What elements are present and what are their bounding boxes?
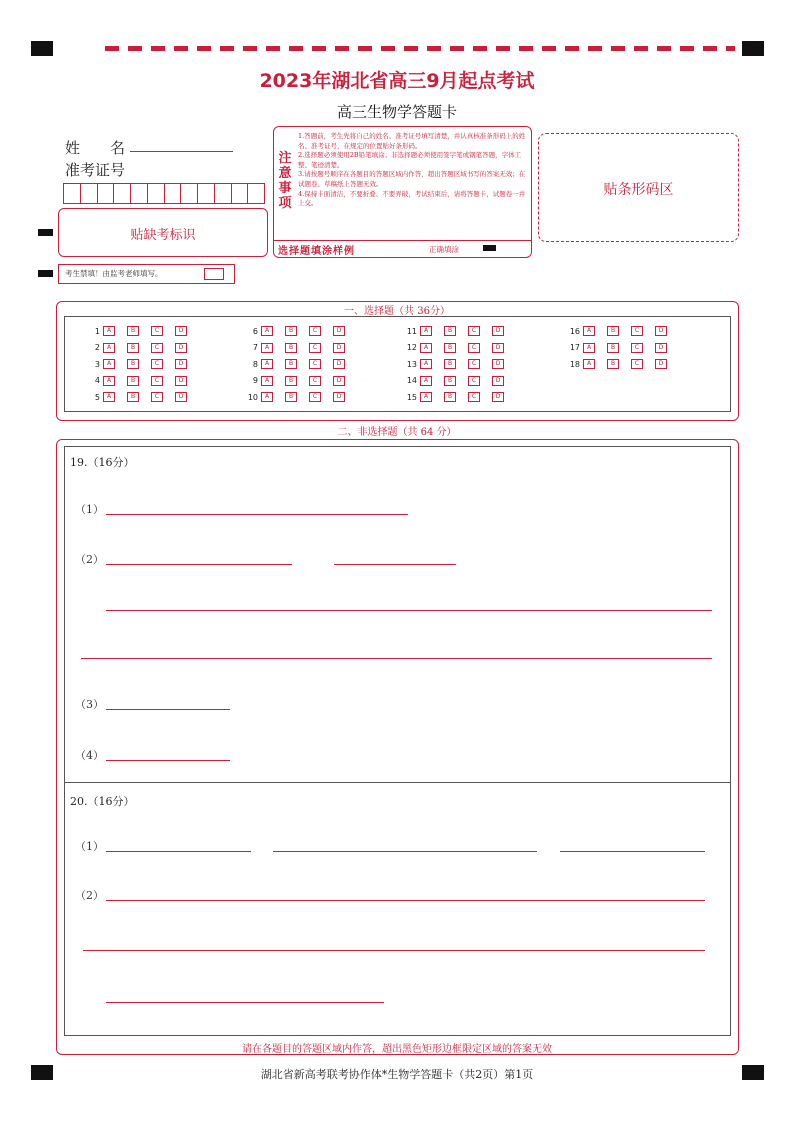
choice-bubble-b[interactable]: B <box>127 376 139 386</box>
choice-question-10 <box>246 392 357 402</box>
choice-question-18 <box>568 359 679 369</box>
choice-bubble-d[interactable]: D <box>175 359 187 369</box>
choice-question-number: 5 <box>94 392 100 402</box>
id-digit-boxes[interactable] <box>63 183 265 204</box>
choice-bubble-c[interactable]: C <box>309 392 321 402</box>
choice-bubble-c[interactable]: C <box>309 359 321 369</box>
correct-fill-sample <box>483 245 496 251</box>
timing-mark <box>38 229 53 236</box>
choice-bubble-b[interactable]: B <box>444 392 456 402</box>
choice-question-number: 16 <box>569 326 580 336</box>
absent-note: 考生禁填！由监考老师填写。 <box>65 269 163 278</box>
choice-question-14 <box>405 376 516 386</box>
id-label: 准考证号 <box>65 161 126 179</box>
q19-part-1-line[interactable] <box>106 514 408 515</box>
choice-bubble-a[interactable]: A <box>261 343 273 353</box>
barcode-label: 贴条形码区 <box>603 182 674 198</box>
choice-bubble-a[interactable]: A <box>103 392 115 402</box>
choice-question-5 <box>88 392 199 402</box>
choice-question-number: 4 <box>94 376 100 386</box>
choice-question-3 <box>88 359 199 369</box>
correct-fill-label: 正确填涂 <box>429 245 459 254</box>
choice-bubble-a[interactable]: A <box>103 359 115 369</box>
choice-bubble-a[interactable]: A <box>103 376 115 386</box>
absent-label: 贴缺考标识 <box>130 228 196 243</box>
choice-question-number: 15 <box>406 392 417 402</box>
choice-bubble-d[interactable]: D <box>333 326 345 336</box>
answer-area-warning: 请在各题目的答题区域内作答，超出黑色矩形边框限定区域的答案无效 <box>242 1044 552 1055</box>
choice-bubble-b[interactable]: B <box>444 359 456 369</box>
choice-bubble-c[interactable]: C <box>309 343 321 353</box>
choice-bubble-b[interactable]: B <box>444 326 456 336</box>
choice-question-15 <box>405 392 516 402</box>
choice-bubble-b[interactable]: B <box>285 343 297 353</box>
choice-question-7 <box>246 343 357 353</box>
notice-items <box>298 132 526 209</box>
choice-question-9 <box>246 376 357 386</box>
choice-bubble-a[interactable]: A <box>261 359 273 369</box>
choice-bubble-d[interactable]: D <box>655 343 667 353</box>
choice-bubble-b[interactable]: B <box>127 359 139 369</box>
choice-bubble-b[interactable]: B <box>285 359 297 369</box>
choice-bubble-c[interactable]: C <box>631 359 643 369</box>
notice-item: 2.选择题必须使用2B铅笔填涂；非选择题必须使用签字笔或钢笔答题，字体工整、笔迹清楚。 <box>298 151 522 169</box>
choice-bubble-a[interactable]: A <box>103 326 115 336</box>
choice-bubble-a[interactable]: A <box>420 326 432 336</box>
choice-question-number: 12 <box>406 343 417 353</box>
card-title: 高三生物学答题卡 <box>336 103 457 121</box>
choice-bubble-d[interactable]: D <box>175 392 187 402</box>
choice-bubble-b[interactable]: B <box>285 376 297 386</box>
choice-question-16 <box>568 326 679 336</box>
q19-head: 19.（16分） <box>70 456 135 469</box>
choice-bubble-d[interactable]: D <box>492 359 504 369</box>
q20-part-2-line[interactable] <box>106 1002 384 1003</box>
choice-bubble-c[interactable]: C <box>151 326 163 336</box>
choice-bubble-d[interactable]: D <box>492 392 504 402</box>
q19-part-2-line[interactable] <box>106 564 292 565</box>
choice-question-number: 6 <box>252 326 258 336</box>
q20-part-2-line[interactable] <box>83 950 705 951</box>
question-divider <box>64 782 730 783</box>
choice-question-13 <box>405 359 516 369</box>
choice-bubble-d[interactable]: D <box>333 359 345 369</box>
choice-bubble-b[interactable]: B <box>127 343 139 353</box>
choice-bubble-c[interactable]: C <box>151 376 163 386</box>
choice-bubble-b[interactable]: B <box>607 343 619 353</box>
choice-bubble-d[interactable]: D <box>175 343 187 353</box>
choice-question-number: 13 <box>406 359 417 369</box>
choice-bubble-b[interactable]: B <box>285 326 297 336</box>
choice-question-number: 18 <box>569 359 580 369</box>
q20-part-1-line[interactable] <box>560 851 705 852</box>
q20-head: 20.（16分） <box>70 795 135 808</box>
choice-question-number: 3 <box>94 359 100 369</box>
notice-item: 3.请按题号顺序在各题目的答题区域内作答，超出答题区域书写的答案无效；在试题卷、草稿纸上答题无效。 <box>298 170 526 188</box>
choice-bubble-a[interactable]: A <box>261 376 273 386</box>
choice-question-8 <box>246 359 357 369</box>
header-dash-line <box>105 46 735 51</box>
choice-bubble-c[interactable]: C <box>468 359 480 369</box>
choice-bubble-b[interactable]: B <box>444 376 456 386</box>
choice-bubble-d[interactable]: D <box>492 343 504 353</box>
choice-bubble-c[interactable]: C <box>151 392 163 402</box>
choice-question-4 <box>88 376 199 386</box>
choice-bubble-c[interactable]: C <box>631 326 643 336</box>
nonchoice-answer-box <box>64 446 731 1036</box>
choice-bubble-d[interactable]: D <box>655 326 667 336</box>
corner-mark-top-left <box>31 41 53 56</box>
nonchoice-section-title: 二、非选择题（共 64 分） <box>337 427 457 438</box>
choice-bubble-c[interactable]: C <box>468 376 480 386</box>
choice-bubble-b[interactable]: B <box>285 392 297 402</box>
choice-bubble-b[interactable]: B <box>127 392 139 402</box>
choice-question-17 <box>568 343 679 353</box>
choice-bubble-d[interactable]: D <box>333 343 345 353</box>
choice-bubble-a[interactable]: A <box>583 359 595 369</box>
choice-bubble-d[interactable]: D <box>333 376 345 386</box>
sample-label: 选择题填涂样例 <box>278 246 355 257</box>
choice-question-11 <box>405 326 516 336</box>
corner-mark-top-right <box>742 41 764 56</box>
choice-bubble-c[interactable]: C <box>309 326 321 336</box>
choice-question-number: 1 <box>94 326 100 336</box>
choice-bubble-c[interactable]: C <box>631 343 643 353</box>
choice-bubble-d[interactable]: D <box>655 359 667 369</box>
choice-question-12 <box>405 343 516 353</box>
choice-question-number: 2 <box>94 343 100 353</box>
choice-bubble-b[interactable]: B <box>444 343 456 353</box>
choice-bubble-a[interactable]: A <box>420 376 432 386</box>
choice-bubble-b[interactable]: B <box>607 326 619 336</box>
q19-part-1-label: （1） <box>75 503 104 516</box>
exam-title: 2023年湖北省高三9月起点考试 <box>259 70 535 92</box>
choice-bubble-b[interactable]: B <box>127 326 139 336</box>
name-field[interactable] <box>130 151 233 152</box>
name-label: 姓 名 <box>65 139 126 157</box>
absent-check-box[interactable] <box>204 268 224 280</box>
absent-sticker-area <box>58 208 268 257</box>
q19-part-4-label: （4） <box>75 749 104 762</box>
choice-bubble-a[interactable]: A <box>261 392 273 402</box>
fill-sample-row <box>274 240 531 257</box>
barcode-area <box>538 133 739 242</box>
choice-question-number: 9 <box>252 376 258 386</box>
q19-part-3-line[interactable] <box>106 709 230 710</box>
choice-bubble-a[interactable]: A <box>583 326 595 336</box>
q19-part-4-line[interactable] <box>106 760 230 761</box>
choice-bubble-a[interactable]: A <box>103 343 115 353</box>
choice-bubble-c[interactable]: C <box>468 343 480 353</box>
choice-bubble-d[interactable]: D <box>492 376 504 386</box>
choice-question-number: 14 <box>406 376 417 386</box>
choice-question-number: 8 <box>252 359 258 369</box>
notice-box <box>273 126 532 258</box>
choice-bubble-b[interactable]: B <box>607 359 619 369</box>
choice-bubble-d[interactable]: D <box>175 326 187 336</box>
choice-question-number: 10 <box>247 392 258 402</box>
choice-question-number: 11 <box>406 326 417 336</box>
page-footer: 湖北省新高考联考协作体*生物学答题卡（共2页）第1页 <box>260 1068 534 1081</box>
q20-part-2-label: （2） <box>75 889 104 902</box>
q19-part-2-line[interactable] <box>81 658 712 659</box>
q20-part-1-line[interactable] <box>273 851 537 852</box>
choice-bubble-d[interactable]: D <box>333 392 345 402</box>
choice-bubble-c[interactable]: C <box>468 392 480 402</box>
choice-question-number: 7 <box>252 343 258 353</box>
absent-note-box <box>58 264 235 284</box>
choice-question-6 <box>246 326 357 336</box>
choice-bubble-a[interactable]: A <box>583 343 595 353</box>
q20-part-1-line[interactable] <box>106 851 251 852</box>
choice-bubble-c[interactable]: C <box>309 376 321 386</box>
q19-part-2-label: （2） <box>75 553 104 566</box>
notice-item: 1.答题前，考生先将自己的姓名、准考证号填写清楚，并认真核准条形码上的姓名、准考证号，在规定的位置贴好条形码。 <box>298 132 526 150</box>
q20-part-1-label: （1） <box>75 840 104 853</box>
choice-bubble-a[interactable]: A <box>420 343 432 353</box>
choice-bubble-a[interactable]: A <box>261 326 273 336</box>
choice-question-number: 17 <box>569 343 580 353</box>
notice-item: 4.保持卡面清洁，不要折叠、不要弄破，考试结束后，请将答题卡，试题卷一并上交。 <box>298 189 526 208</box>
choice-bubble-a[interactable]: A <box>420 359 432 369</box>
choice-question-1 <box>88 326 199 336</box>
timing-mark <box>38 270 53 277</box>
q19-part-2-line[interactable] <box>334 564 456 565</box>
q19-part-2-line[interactable] <box>106 610 712 611</box>
choice-bubble-c[interactable]: C <box>468 326 480 336</box>
notice-side-title: 注意事项 <box>278 151 292 211</box>
choice-bubble-c[interactable]: C <box>151 343 163 353</box>
choice-bubble-c[interactable]: C <box>151 359 163 369</box>
choice-question-2 <box>88 343 199 353</box>
choice-bubble-d[interactable]: D <box>492 326 504 336</box>
q19-part-3-label: （3） <box>75 698 104 711</box>
choice-bubble-d[interactable]: D <box>175 376 187 386</box>
q20-part-2-line[interactable] <box>106 900 705 901</box>
choice-section-title: 一、选择题（共 36分） <box>344 306 450 317</box>
choice-bubble-a[interactable]: A <box>420 392 432 402</box>
